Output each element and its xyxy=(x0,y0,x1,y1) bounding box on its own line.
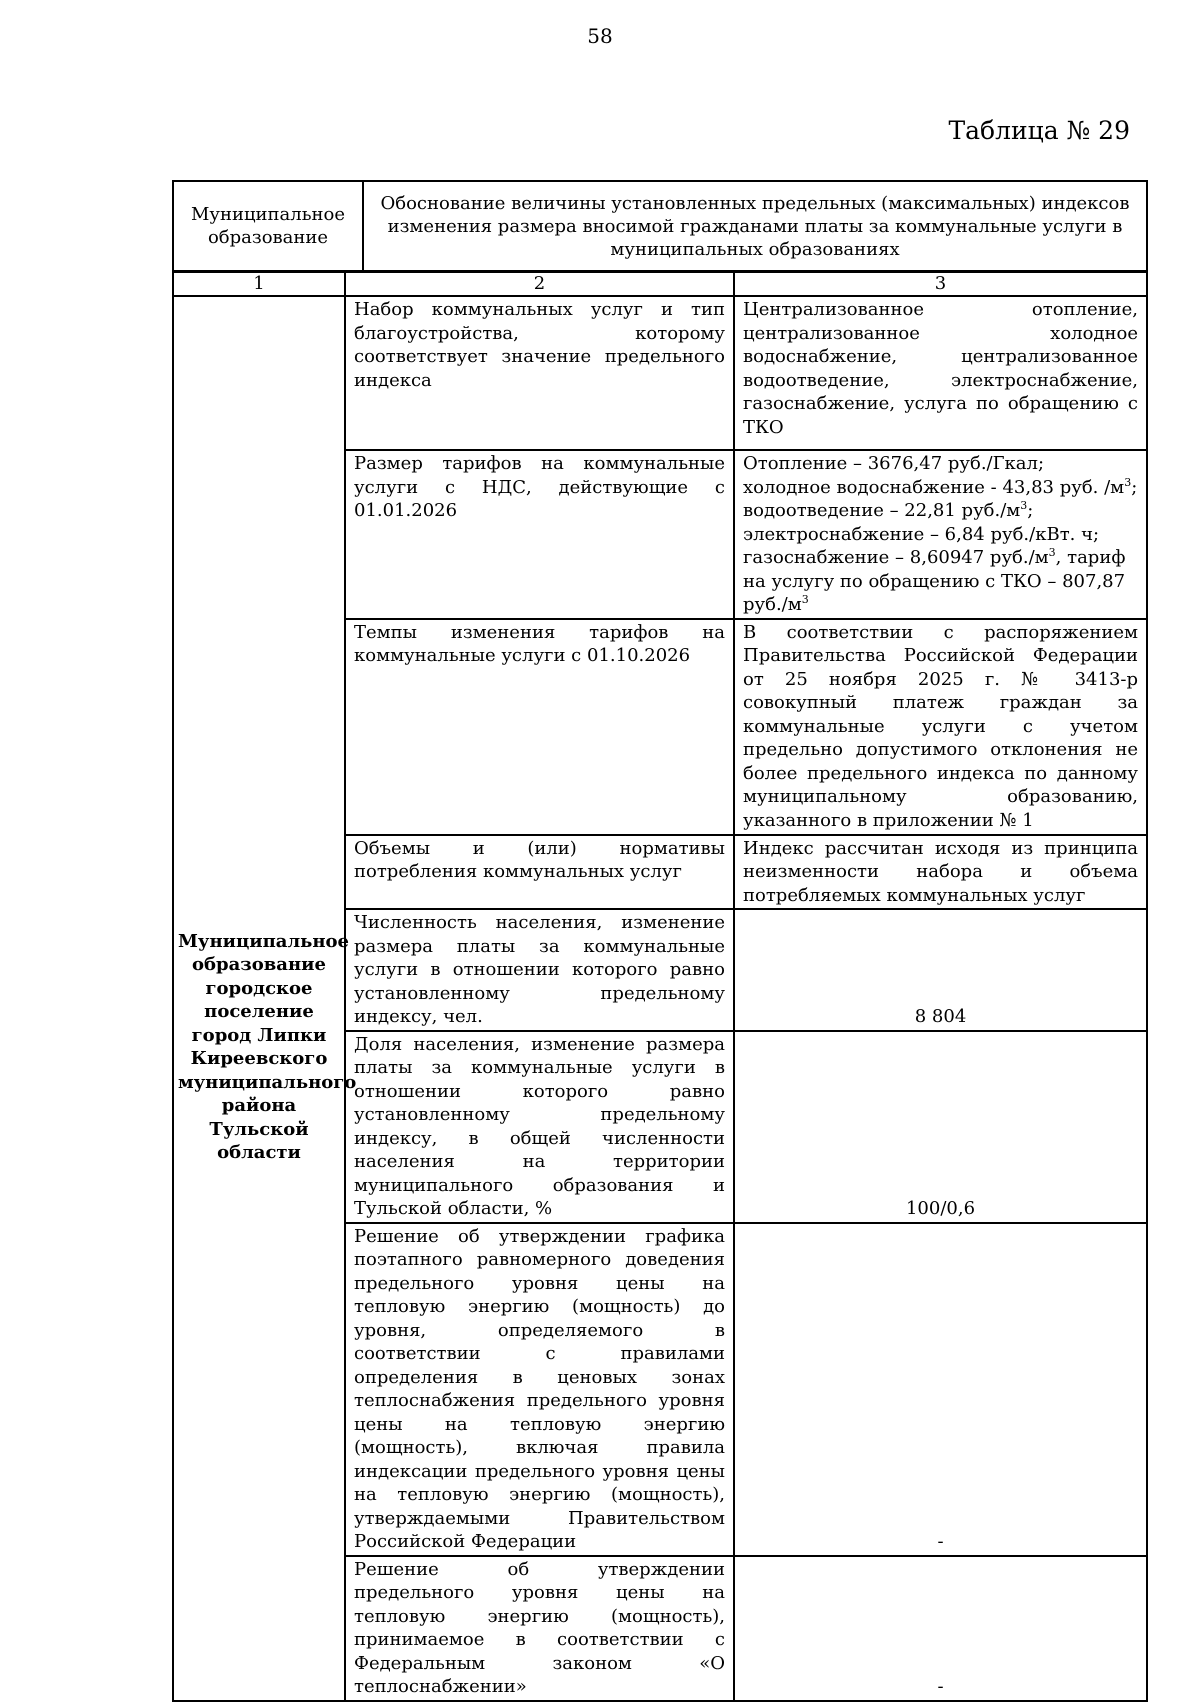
tariff-values xyxy=(734,450,1147,619)
header-municipality: Муниципальное образование xyxy=(173,181,363,271)
row-label: Размер тарифов на коммунальные услуги с НДС, действующие с 01.01.2026 xyxy=(345,450,734,619)
row-label: Численность населения, изменение размера платы за коммунальные услуги в отношении которого равно установленному предельному индексу, чел. xyxy=(345,909,734,1031)
tariff-line: холодное водоснабжение - 43,83 руб. $/м^3$; xyxy=(743,475,1138,498)
municipality-name: Муниципальное образование городское поселение город Липки Киреевского муниципального района Тульской области xyxy=(178,930,357,1164)
column-number-2: 2 xyxy=(345,272,734,296)
row-label: Объемы и (или) нормативы потребления коммунальных услуг xyxy=(345,835,734,910)
column-numbers-row xyxy=(173,272,1147,296)
page-number: 58 xyxy=(587,24,613,48)
row-value: 100/0,6 xyxy=(734,1031,1147,1223)
column-number-3: 3 xyxy=(734,272,1147,296)
row-value: Индекс рассчитан исходя из принципа неизменности набора и объема потребляемых коммунальных услуг xyxy=(734,835,1147,910)
table-label: Таблица № 29 xyxy=(948,116,1130,145)
row-label: Набор коммунальных услуг и тип благоустройства, которому соответствует значение предельного индекса xyxy=(345,296,734,450)
header-row xyxy=(173,181,1147,271)
row-label: Решение об утверждении предельного уровня цены на тепловую энергию (мощность), принимаемое в соответствии с Федеральным законом «О теплоснабжении» xyxy=(345,1556,734,1701)
row-value: - xyxy=(734,1223,1147,1556)
row-value: В соответствии с распоряжением Правительства Российской Федерации от 25 ноября 2025 г. № 3413-р совокупный платеж граждан за коммунальные услуги с учетом предельно допустимого отклонения не более предельного индекса по данному муниципальному образованию, указанного в приложении № 1 xyxy=(734,619,1147,835)
data-table xyxy=(172,271,1148,1702)
row-label: Доля населения, изменение размера платы за коммунальные услуги в отношении которого равно установленному предельному индексу, в общей численности населения на территории муниципального образования и Тульской области, % xyxy=(345,1031,734,1223)
row-label: Темпы изменения тарифов на коммунальные услуги с 01.10.2026 xyxy=(345,619,734,835)
row-value: - xyxy=(734,1556,1147,1701)
column-number-1: 1 xyxy=(173,272,345,296)
row-value: Централизованное отопление, централизованное холодное водоснабжение, централизованное водоотведение, электроснабжение, газоснабжение, услуга по обращению с ТКО xyxy=(734,296,1147,450)
municipality-cell xyxy=(173,296,357,1701)
row-label: Решение об утверждении графика поэтапного равномерного доведения предельного уровня цены на тепловую энергию (мощность) до уровня, определяемого в соответствии с правилами определения в ценовых зонах теплоснабжения предельного уровня цены на тепловую энергию (мощность), включая правила индексации предельного уровня цены на тепловую энергию (мощность), утверждаемыми Правительством Российской Федерации xyxy=(345,1223,734,1556)
tariff-line: газоснабжение – 8,60947 $руб./м^3$, тариф xyxy=(743,546,1126,568)
header-justification: Обоснование величины установленных предельных (максимальных) индексов изменения размера вносимой гражданами платы за коммунальные услуги в муниципальных образованиях xyxy=(363,181,1147,271)
tariff-line: электроснабжение – 6,84 руб./кВт. ч; xyxy=(743,523,1100,545)
tariff-line: водоотведение – 22,81 $руб./м^3$; xyxy=(743,499,1034,521)
tariff-line: Отопление – 3676,47 руб./Гкал; xyxy=(743,453,1045,474)
header-table xyxy=(172,180,1148,272)
tariff-line: на услугу по обращению с ТКО – 807,87 xyxy=(743,570,1126,592)
row-value: 8 804 xyxy=(734,909,1147,1031)
tariff-line: $руб./м^3$ xyxy=(743,593,809,615)
table-row xyxy=(173,296,1147,450)
